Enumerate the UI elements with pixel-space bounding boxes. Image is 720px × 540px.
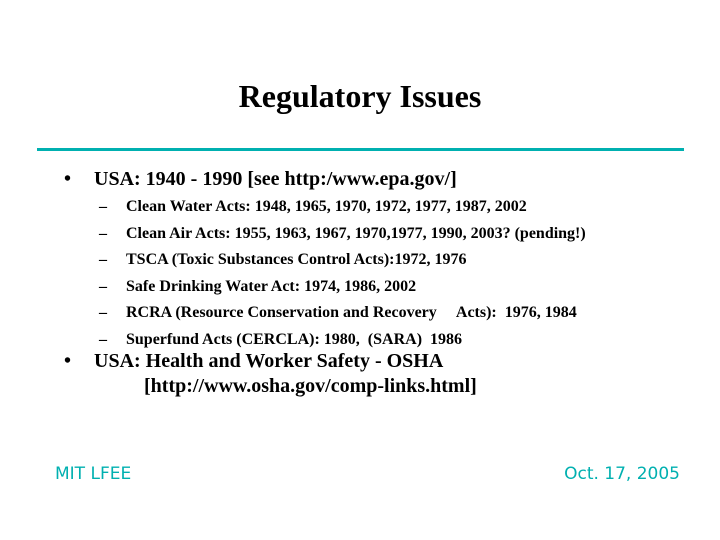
- dash-symbol: –: [99, 224, 107, 242]
- epa-acts-list: [99, 194, 586, 353]
- slide-title: Regulatory Issues: [238, 78, 482, 114]
- list-item-text: TSCA (Toxic Substances Control Acts):1972, 1976: [126, 251, 467, 268]
- bullet-osha: [64, 349, 477, 399]
- dash-symbol: –: [99, 304, 107, 321]
- dash-symbol: –: [99, 277, 107, 295]
- list-item-text: Safe Drinking Water Act: 1974, 1986, 2002: [126, 277, 417, 295]
- footer-right: Oct. 17, 2005: [564, 464, 680, 484]
- list-item-text: Superfund Acts (CERCLA): 1980, (SARA) 1986: [126, 330, 463, 348]
- osha-link-text: [http://www.osha.gov/comp-links.html]: [144, 375, 477, 397]
- title-divider: [37, 148, 684, 151]
- bullet-symbol: •: [64, 168, 72, 190]
- list-item: [99, 274, 586, 301]
- list-item-text: RCRA (Resource Conservation and Recovery Acts): 1976, 1984: [126, 304, 577, 321]
- dash-symbol: –: [99, 330, 107, 348]
- list-item: [99, 221, 586, 248]
- list-item: [99, 194, 586, 221]
- bullet-epa: [64, 166, 457, 192]
- list-item-text: Clean Water Acts: 1948, 1965, 1970, 1972, 1977, 1987, 2002: [126, 198, 527, 215]
- dash-symbol: –: [99, 251, 107, 268]
- list-item: [99, 300, 586, 327]
- list-item: [99, 247, 586, 274]
- list-item-text: Clean Air Acts: 1955, 1963, 1967, 1970,1977, 1990, 2003? (pending!): [126, 224, 586, 242]
- bullet-osha-text: USA: Health and Worker Safety - OSHA: [94, 350, 444, 372]
- bullet-symbol: •: [64, 350, 72, 372]
- dash-symbol: –: [99, 198, 107, 215]
- bullet-epa-text: USA: 1940 - 1990 [see http:/www.epa.gov/]: [94, 168, 457, 190]
- footer-left: MIT LFEE: [55, 464, 132, 484]
